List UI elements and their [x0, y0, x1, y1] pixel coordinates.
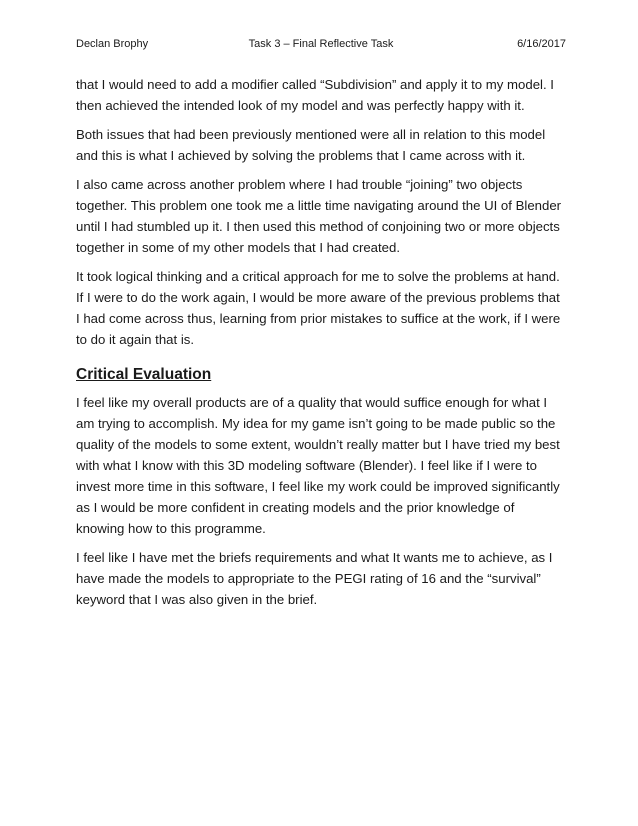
header-title: Task 3 – Final Reflective Task	[248, 38, 394, 50]
paragraph: Both issues that had been previously mentioned were all in relation to this model and this is what I achieved by solving the problems that I came across with it.	[76, 127, 546, 163]
paragraph: that I would need to add a modifier called “Subdivision” and apply it to my model. I then achieved the intended look of my model and was perfectly happy with it.	[76, 77, 554, 113]
paragraph: I also came across another problem where I had trouble “joining” two objects together. This problem one took me a little time navigating around the UI of Blender until I had stumbled up it. I then used this method of conjoining two or more objects together in some of my other models that I had created.	[76, 177, 562, 255]
paragraph: I feel like I have met the briefs requirements and what It wants me to achieve, as I have made the models to appropriate to the PEGI rating of 16 and the “survival” keyword that I was also given in the brief.	[76, 550, 553, 607]
paragraph: I feel like my overall products are of a quality that would suffice enough for what I am trying to accomplish. My idea for my game isn’t going to be made public so the quality of the models to some extent, wouldn’t really matter but I have tried my best with what I know with this 3D modeling software (Blender). I feel like if I were to invest more time in this software, I feel like my work could be improved significantly as I would be more confident in creating models and the prior knowledge of knowing how to this programme.	[76, 395, 560, 536]
header-date: 6/16/2017	[517, 38, 566, 50]
paragraph: It took logical thinking and a critical approach for me to solve the problems at hand. If I were to do the work again, I would be more aware of the previous problems that I had come across thus, learning from prior mistakes to suffice at the work, if I were to do it again that is.	[76, 269, 561, 347]
header-author: Declan Brophy	[76, 38, 149, 50]
page-header	[76, 37, 566, 51]
document-body	[76, 74, 566, 618]
section-heading-critical-evaluation: Critical Evaluation	[76, 366, 212, 383]
